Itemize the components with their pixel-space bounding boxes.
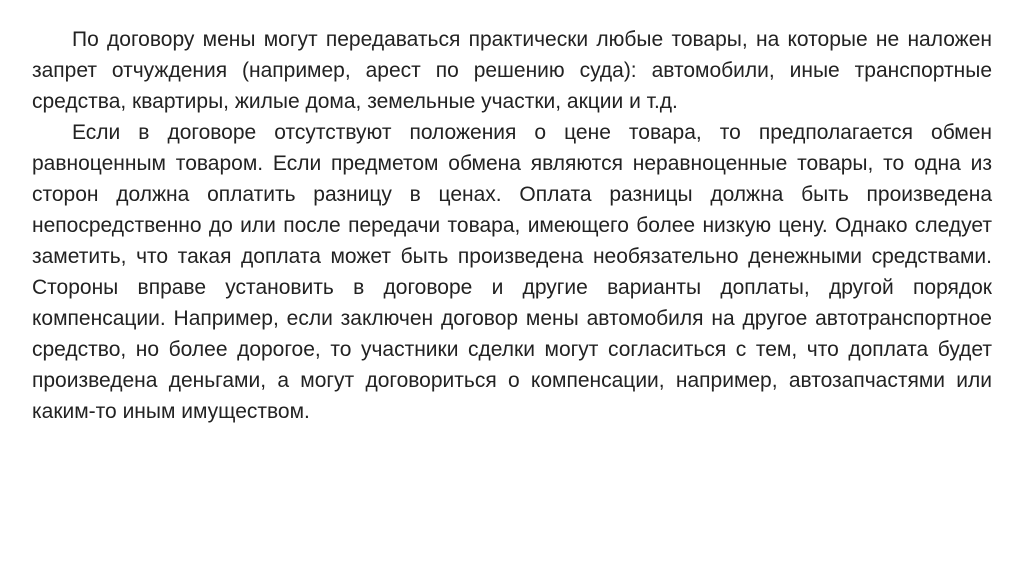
paragraph-goods-eligible: По договору мены могут передаваться практически любые товары, на которые не наложен запрет отчуждения (например, арест по решению суда): автомобили, иные транспортные средства, квартиры, жилые дома, земельные участки, акции и т.д. bbox=[32, 28, 992, 113]
paragraph-price-difference: Если в договоре отсутствуют положения о цене товара, то предполагается обмен равноценным товаром. Если предметом обмена являются неравноценные товары, то одна из сторон должна оплатить разницу в ценах. Оплата разницы должна быть произведена непосредственно до или после передачи товара, имеющего более низкую цену. Однако следует заметить, что такая доплата может быть произведена необязательно денежными средствами. Стороны вправе установить в договоре и другие варианты доплаты, другой порядок компенсации. Например, если заключен договор мены автомобиля на другое автотранспортное средство, но более дорогое, то участники сделки могут согласиться с тем, что доплата будет произведена деньгами, а могут договориться о компенсации, например, автозапчастями или каким-то иным имуществом. bbox=[32, 121, 992, 423]
slide-body-text bbox=[32, 24, 992, 427]
